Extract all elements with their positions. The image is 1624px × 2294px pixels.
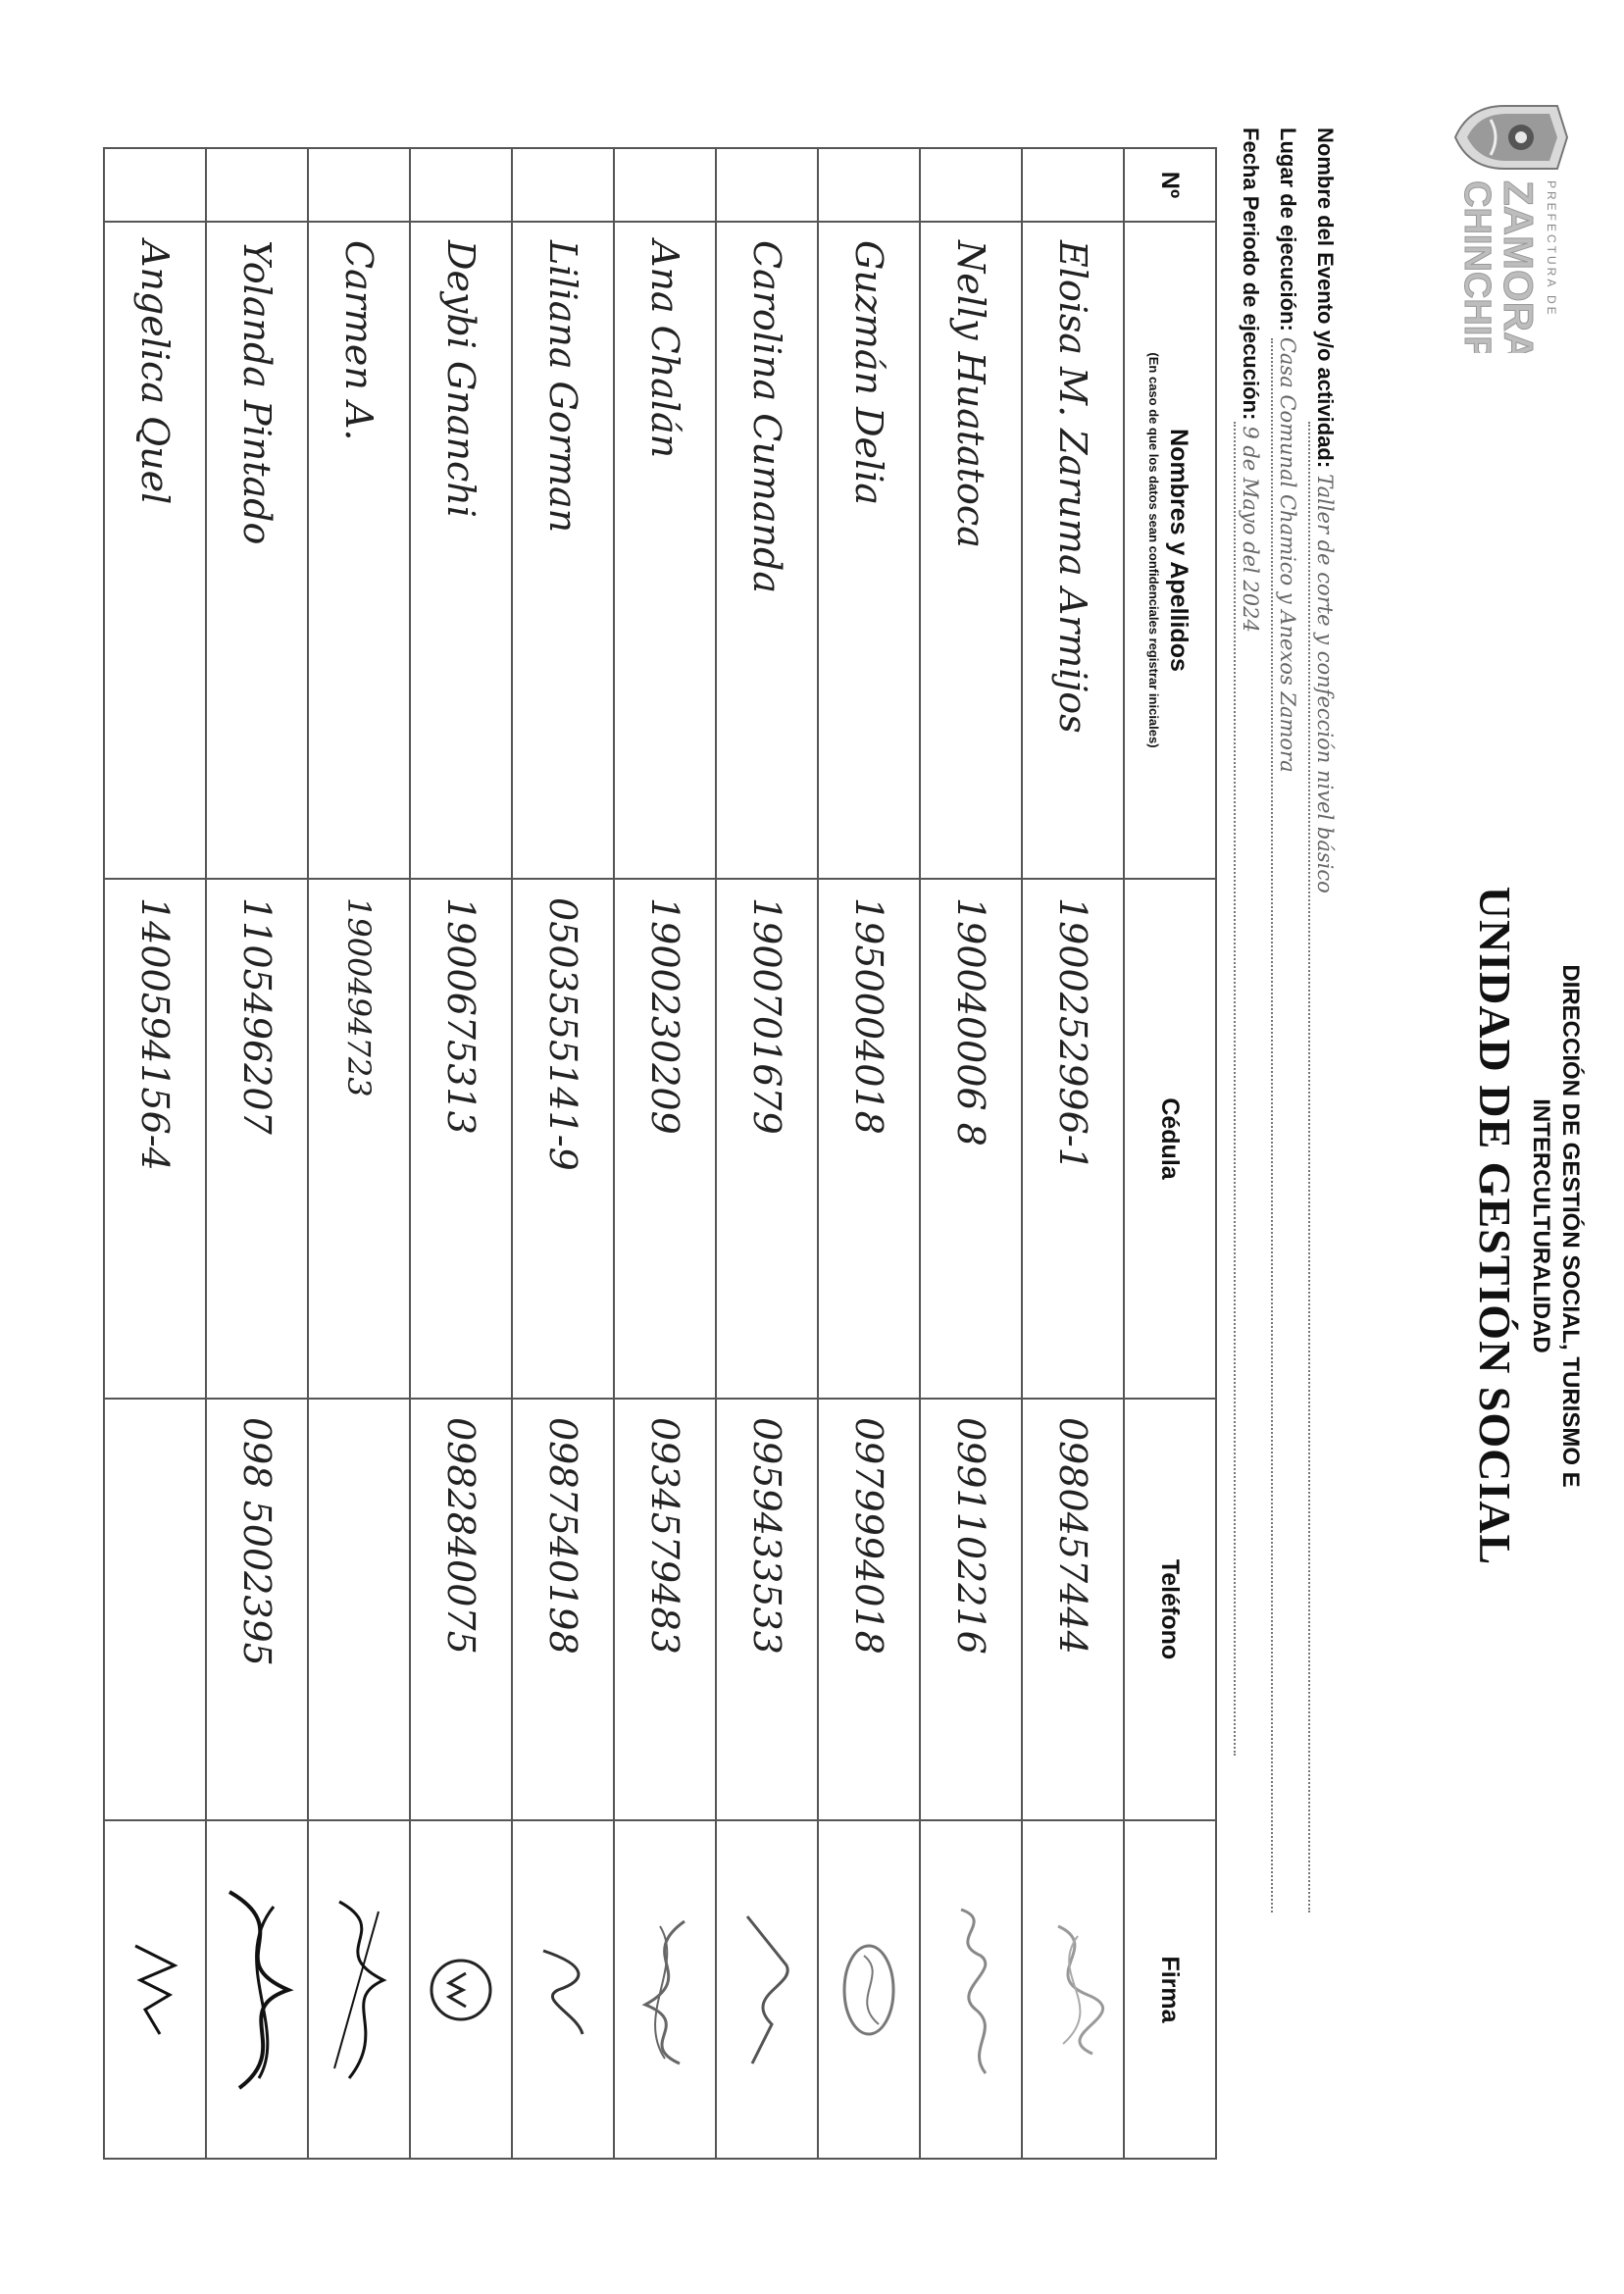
row-num bbox=[410, 148, 512, 222]
signature-scribble bbox=[835, 1931, 903, 2049]
row-phone: 0991102216 bbox=[920, 1399, 1022, 1820]
organization-heading bbox=[1526, 785, 1585, 1667]
row-name: Ana Chalán bbox=[614, 222, 716, 879]
place-label: Lugar de ejecución bbox=[1276, 127, 1300, 325]
row-phone: 0987540198 bbox=[512, 1399, 614, 1820]
row-num bbox=[104, 148, 206, 222]
row-signature bbox=[512, 1820, 614, 2159]
place-dotted-line bbox=[1271, 338, 1273, 1912]
signature-scribble bbox=[422, 1946, 500, 2034]
table-row bbox=[206, 148, 308, 2159]
row-id: 1900675313 bbox=[410, 879, 512, 1399]
coat-of-arms-icon bbox=[1447, 98, 1575, 353]
row-phone bbox=[308, 1399, 410, 1820]
row-phone: 0980457444 bbox=[1022, 1399, 1124, 1820]
row-id: 1900494723 bbox=[308, 879, 410, 1399]
row-name: Eloisa M. Zaruma Armijos bbox=[1022, 222, 1124, 879]
row-name: Liliana Gorman bbox=[512, 222, 614, 879]
table-row bbox=[818, 148, 920, 2159]
row-signature bbox=[920, 1820, 1022, 2159]
table-row bbox=[512, 148, 614, 2159]
table-header-row bbox=[1124, 148, 1216, 2159]
row-id: 1900230209 bbox=[614, 879, 716, 1399]
row-num bbox=[614, 148, 716, 222]
row-id: 1950004018 bbox=[818, 879, 920, 1399]
row-signature bbox=[308, 1820, 410, 2159]
header-num: Nº bbox=[1124, 148, 1216, 222]
row-id: 1105496207 bbox=[206, 879, 308, 1399]
signature-scribble bbox=[216, 1882, 299, 2098]
header-name-note: (En caso de que los datos sean confidenciales registrar iniciales) bbox=[1146, 352, 1162, 748]
event-line: Nombre del Evento y/o actividad:Taller de corte y confección nivel básico bbox=[1313, 127, 1338, 893]
table-row bbox=[104, 148, 206, 2159]
row-phone bbox=[104, 1399, 206, 1820]
row-phone: 0982840075 bbox=[410, 1399, 512, 1820]
header-name-label: Nombres y Apellidos bbox=[1165, 429, 1193, 672]
signature-scribble bbox=[121, 1931, 189, 2049]
row-num bbox=[206, 148, 308, 222]
row-name: Angelica Quel bbox=[104, 222, 206, 879]
row-name: Yolanda Pintado bbox=[206, 222, 308, 879]
row-name: Carolina Cumanda bbox=[716, 222, 818, 879]
header-name bbox=[1124, 222, 1216, 879]
row-signature bbox=[1022, 1820, 1124, 2159]
row-num bbox=[716, 148, 818, 222]
event-label: Nombre del Evento y/o actividad bbox=[1313, 127, 1338, 461]
date-dotted-line bbox=[1234, 422, 1236, 1756]
signature-scribble bbox=[733, 1907, 801, 2073]
table-row bbox=[920, 148, 1022, 2159]
row-num bbox=[1022, 148, 1124, 222]
row-phone: 0934579483 bbox=[614, 1399, 716, 1820]
row-signature bbox=[104, 1820, 206, 2159]
row-name: Guzmán Delia bbox=[818, 222, 920, 879]
date-label: Fecha Periodo de ejecución bbox=[1239, 127, 1263, 413]
unit-title: UNIDAD DE GESTIÓN SOCIAL bbox=[1470, 886, 1520, 1566]
row-name: Nelly Huatatoca bbox=[920, 222, 1022, 879]
event-value: Taller de corte y confección nivel básico bbox=[1313, 474, 1337, 893]
table-row bbox=[716, 148, 818, 2159]
row-id: 1400594156-4 bbox=[104, 879, 206, 1399]
date-value: 9 de Mayo del 2024 bbox=[1239, 426, 1262, 633]
svg-text:CHINCHIPE: CHINCHIPE bbox=[1456, 180, 1497, 353]
signature-scribble bbox=[1039, 1916, 1107, 2064]
svg-text:ZAMORA: ZAMORA bbox=[1496, 180, 1542, 353]
prefectura-logo bbox=[1447, 98, 1575, 353]
table-row bbox=[308, 148, 410, 2159]
row-signature bbox=[818, 1820, 920, 2159]
place-line: Lugar de ejecución:Casa Comunal Chamico y Anexos Zamora bbox=[1276, 127, 1300, 773]
row-id: 0503555141-9 bbox=[512, 879, 614, 1399]
event-dotted-line bbox=[1308, 422, 1310, 1912]
row-id: 1900252996-1 bbox=[1022, 879, 1124, 1399]
header-id: Cédula bbox=[1124, 879, 1216, 1399]
header-phone: Teléfono bbox=[1124, 1399, 1216, 1820]
date-line: Fecha Periodo de ejecución:9 de Mayo del 2024 bbox=[1239, 127, 1263, 633]
svg-text:PREFECTURA DE: PREFECTURA DE bbox=[1545, 180, 1558, 318]
row-signature bbox=[716, 1820, 818, 2159]
row-num bbox=[920, 148, 1022, 222]
row-num bbox=[512, 148, 614, 222]
row-phone: 098 5002395 bbox=[206, 1399, 308, 1820]
header-signature: Firma bbox=[1124, 1820, 1216, 2159]
signature-scribble bbox=[937, 1902, 1005, 2078]
row-phone: 0959433533 bbox=[716, 1399, 818, 1820]
attendance-table bbox=[103, 147, 1217, 2160]
organization-line-1: DIRECCIÓN DE GESTIÓN SOCIAL, TURISMO E bbox=[1557, 964, 1584, 1488]
row-signature bbox=[410, 1820, 512, 2159]
organization-line-2: INTERCULTURALIDAD bbox=[1528, 1098, 1554, 1353]
table-row bbox=[1022, 148, 1124, 2159]
row-num bbox=[308, 148, 410, 222]
place-value: Casa Comunal Chamico y Anexos Zamora bbox=[1276, 336, 1299, 773]
signature-scribble bbox=[626, 1907, 704, 2073]
signature-scribble bbox=[529, 1931, 597, 2049]
row-signature bbox=[206, 1820, 308, 2159]
row-name: Deybi Gnanchi bbox=[410, 222, 512, 879]
table-row bbox=[614, 148, 716, 2159]
row-id: 190040006 8 bbox=[920, 879, 1022, 1399]
table-row bbox=[410, 148, 512, 2159]
row-name: Carmen A. bbox=[308, 222, 410, 879]
row-num bbox=[818, 148, 920, 222]
row-phone: 0979994018 bbox=[818, 1399, 920, 1820]
row-signature bbox=[614, 1820, 716, 2159]
signature-scribble bbox=[320, 1892, 398, 2088]
row-id: 1900701679 bbox=[716, 879, 818, 1399]
